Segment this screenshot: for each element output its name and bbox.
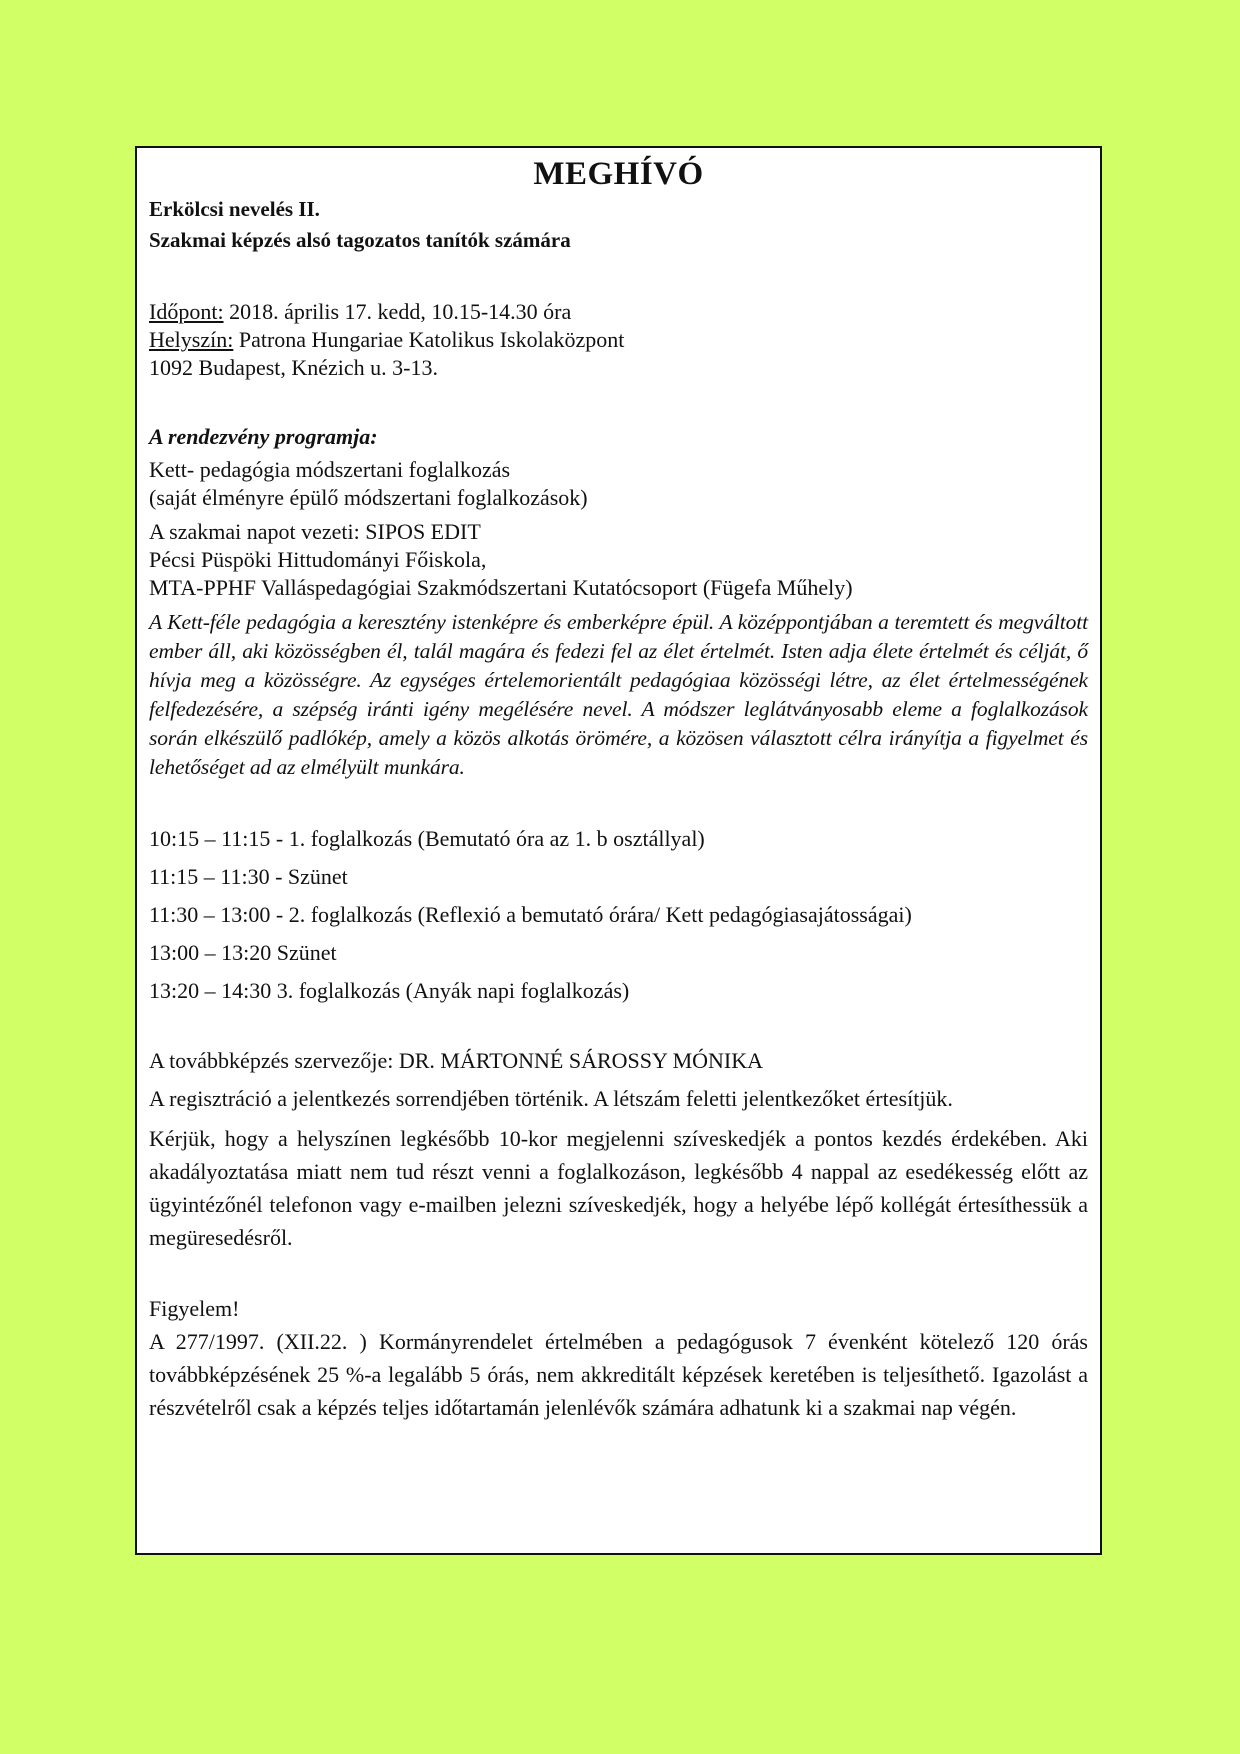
date-label: Időpont: — [149, 299, 224, 324]
page-title: MEGHÍVÓ — [533, 156, 704, 192]
leader-line-2: Pécsi Püspöki Hittudományi Főiskola, — [149, 547, 487, 572]
request-paragraph: Kérjük, hogy a helyszínen legkésőbb 10-kor megjelenni szíveskedjék a pontos kezdés érdekében. Aki akadályoztatása miatt nem tud részt venni a foglalkozáson, legkésőbb 4 nappal az esedékesség előtt az ügyintézőnél telefonon vagy e-mailben jelezni szíveskedjék, hogy a helyébe lépő kollégát értesíthessük a megüresedésről. — [149, 1126, 1088, 1250]
schedule-item: 13:20 – 14:30 3. foglalkozás (Anyák napi foglalkozás) — [149, 978, 630, 1003]
place-value: Patrona Hungariae Katolikus Iskolaközpont — [233, 327, 625, 352]
schedule-item: 13:00 – 13:20 Szünet — [149, 940, 337, 965]
schedule-item: 11:15 – 11:30 - Szünet — [149, 864, 348, 889]
schedule-item: 11:30 – 13:00 - 2. foglalkozás (Reflexió a bemutató órára/ Kett pedagógiasajátosságai) — [149, 902, 912, 927]
schedule-list — [149, 820, 1088, 1010]
notice-section — [149, 1292, 1088, 1424]
subtitle-line-2: Szakmai képzés alsó tagozatos tanítók számára — [149, 228, 571, 252]
event-details — [149, 298, 1088, 382]
leader-line-1: A szakmai napot vezeti: SIPOS EDIT — [149, 519, 481, 544]
place-label: Helyszín: — [149, 327, 234, 352]
program-heading: A rendezvény programja: — [149, 424, 378, 449]
schedule-item: 10:15 – 11:15 - 1. foglalkozás (Bemutató óra az 1. b osztállyal) — [149, 826, 705, 851]
organizer-line: A továbbképzés szervezője: DR. MÁRTONNÉ SÁROSSY MÓNIKA — [149, 1048, 764, 1073]
date-line — [149, 298, 1088, 326]
notice-text: A 277/1997. (XII.22. ) Kormányrendelet értelmében a pedagógusok 7 évenként kötelező 120 órás továbbképzésének 25 %-a legalább 5 órás, nem akkreditált képzések keretében is teljesíthető. Igazolást a részvételről csak a képzés teljes időtartamán jelenlévők számára adhatunk ki a szakmai nap végén. — [149, 1329, 1088, 1420]
program-line-1: Kett- pedagógia módszertani foglalkozás — [149, 457, 511, 482]
leader-line-3: MTA-PPHF Valláspedagógiai Szakmódszertani Kutatócsoport (Fügefa Műhely) — [149, 575, 853, 600]
notice-heading: Figyelem! — [149, 1296, 240, 1321]
program-line-2: (saját élményre épülő módszertani foglalkozások) — [149, 485, 588, 510]
organizer-section — [149, 1042, 1088, 1254]
place-line — [149, 326, 1088, 354]
program-section — [149, 422, 1088, 782]
date-value: 2018. április 17. kedd, 10.15-14.30 óra — [223, 299, 572, 324]
invitation-card — [135, 146, 1102, 1555]
program-description: A Kett-féle pedagógia a keresztény istenképre és emberképre épül. A középpontjában a teremtett és megváltott ember áll, aki közösségben él, talál magára és fedezi fel az élet értelmét. Isten adja élete értelmét és célját, ő hívja meg a közösségre. Az egységes értelemorientált pedagógiaa közösségi létre, az élet értelmességének felfedezésére, a szépség iránti igény megélésére nevel. A módszer leglátványosabb eleme a foglalkozások során elkészülő padlókép, amely a közös alkotás örömére, a közösen választott célra irányítja a figyelmet és lehetőséget ad az elmélyült munkára. — [149, 610, 1088, 779]
subtitle-line-1: Erkölcsi nevelés II. — [149, 197, 320, 221]
address-line: 1092 Budapest, Knézich u. 3-13. — [149, 355, 438, 380]
registration-line: A regisztráció a jelentkezés sorrendjében történik. A létszám feletti jelentkezőket értesítjük. — [149, 1086, 953, 1111]
